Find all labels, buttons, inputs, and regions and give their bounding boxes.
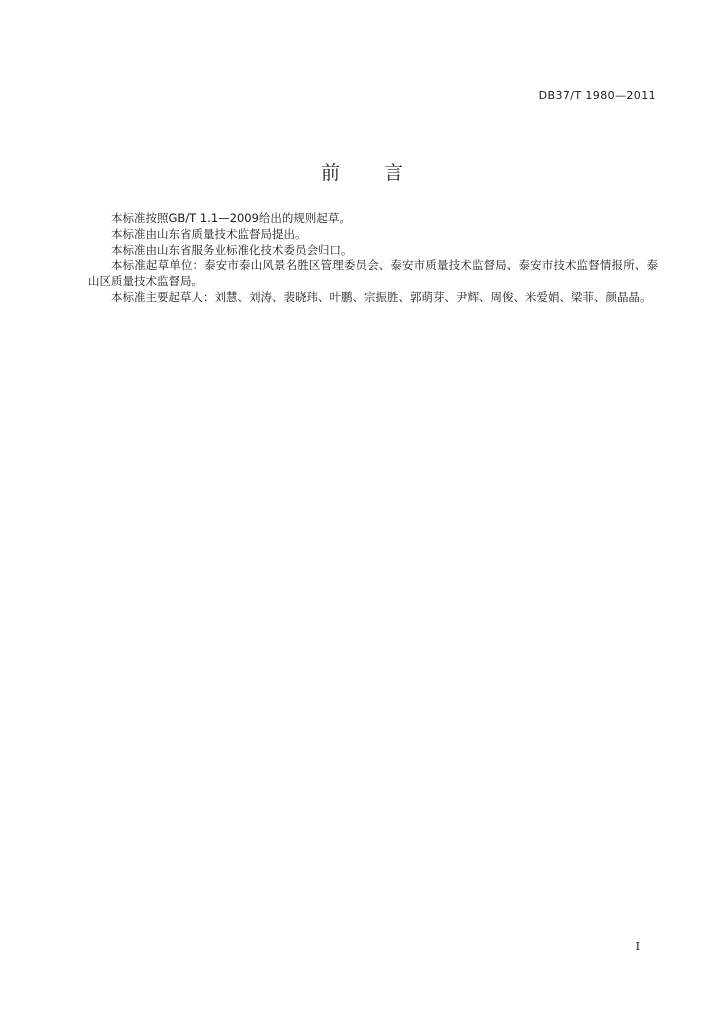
paragraph-main-drafters: 本标准主要起草人：刘慧、刘涛、裴晓玮、叶鹏、宗振胜、郭萌芽、尹辉、周俊、米爱娟、梁菲、颜晶晶。 — [111, 289, 652, 304]
paragraph-drafting-rules: 本标准按照GB/T 1.1—2009给出的规则起草。 — [111, 211, 351, 225]
paragraph-centralized-by: 本标准由山东省服务业标准化技术委员会归口。 — [111, 242, 353, 257]
paragraph-proposed-by: 本标准由山东省质量技术监督局提出。 — [111, 226, 307, 241]
foreword-body — [88, 211, 658, 306]
page-number: I — [635, 940, 640, 953]
paragraph-drafting-units: 本标准起草单位：泰安市泰山风景名胜区管理委员会、泰安市质量技术监督局、泰安市技术监督情报所、泰山区质量技术监督局。 — [88, 258, 658, 289]
page-title: 前言 — [320, 162, 447, 184]
standard-code: DB37/T 1980—2011 — [538, 89, 656, 102]
